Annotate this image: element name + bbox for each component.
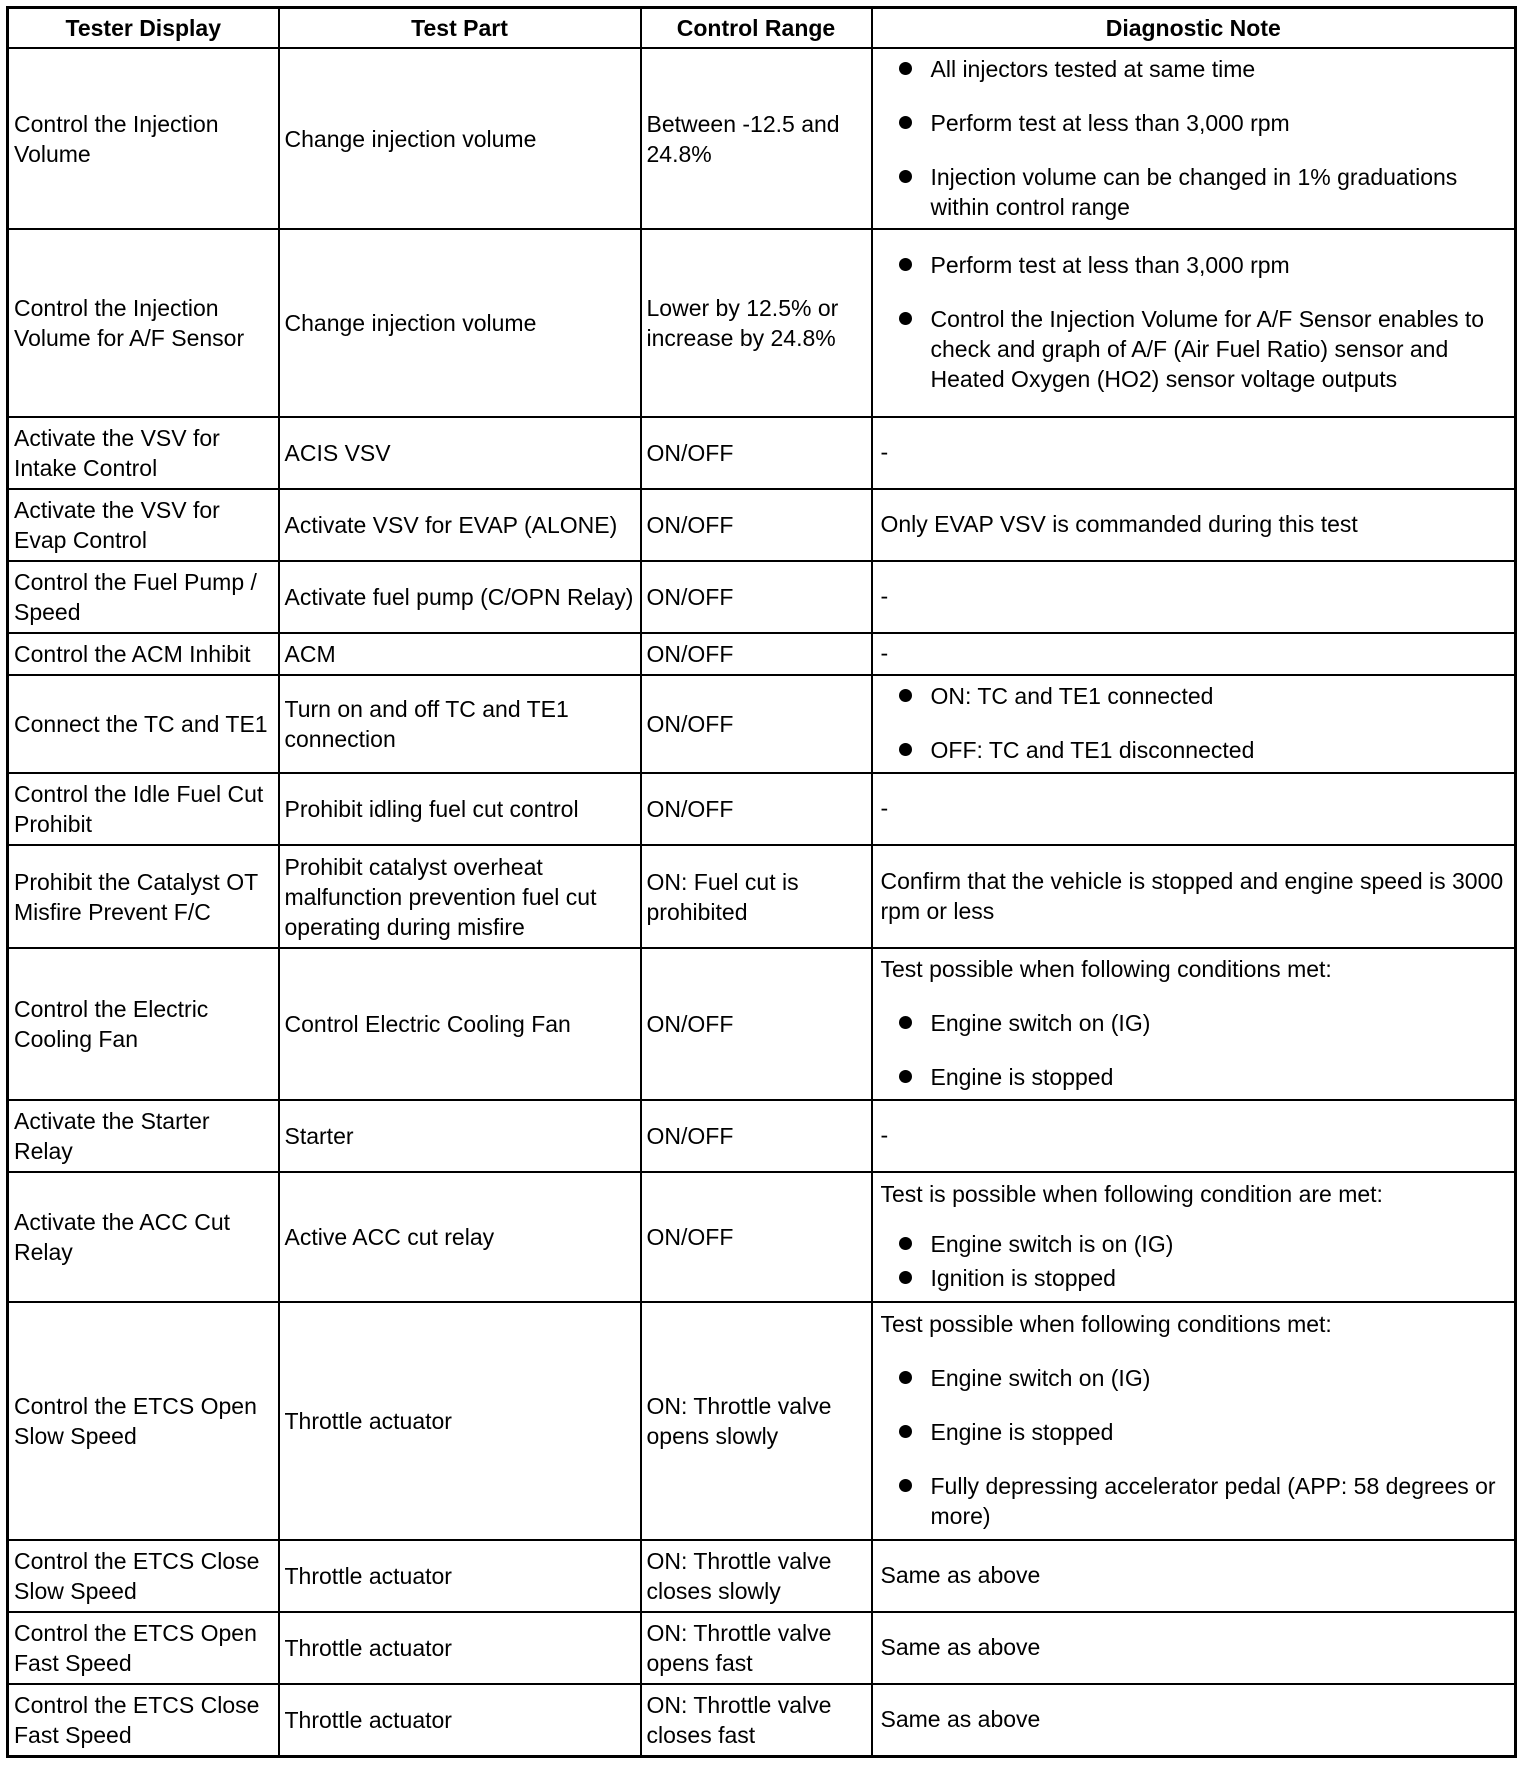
cell-diagnostic-note xyxy=(872,675,1516,773)
table-row xyxy=(8,229,1516,417)
bullet-icon xyxy=(899,1016,912,1029)
cell-test-part: Activate VSV for EVAP (ALONE) xyxy=(279,489,641,561)
header-test-part: Test Part xyxy=(279,8,641,49)
cell-diagnostic-note xyxy=(872,1302,1516,1540)
note-bullet xyxy=(881,54,1507,84)
note-bullet xyxy=(881,304,1507,394)
table-row xyxy=(8,1684,1516,1756)
bullet-icon xyxy=(899,743,912,756)
note-bullet-text: ON: TC and TE1 connected xyxy=(930,683,1214,709)
cell-test-part: Control Electric Cooling Fan xyxy=(279,948,641,1100)
bullet-icon xyxy=(899,689,912,702)
cell-control-range: ON/OFF xyxy=(641,948,872,1100)
table-row xyxy=(8,417,1516,489)
cell-tester-display: Control the Fuel Pump / Speed xyxy=(8,561,279,633)
bullet-icon xyxy=(899,1237,912,1250)
cell-test-part: Turn on and off TC and TE1 connection xyxy=(279,675,641,773)
cell-diagnostic-note: - xyxy=(872,1100,1516,1172)
note-bullet-list xyxy=(881,250,1507,394)
active-test-table xyxy=(6,6,1517,1758)
cell-tester-display: Prohibit the Catalyst OT Misfire Prevent F/C xyxy=(8,845,279,948)
bullet-icon xyxy=(899,1271,912,1284)
cell-control-range: ON/OFF xyxy=(641,1172,872,1302)
cell-test-part: Throttle actuator xyxy=(279,1540,641,1612)
cell-tester-display: Control the Injection Volume xyxy=(8,48,279,229)
note-bullet xyxy=(881,1062,1507,1092)
note-intro: Test possible when following conditions met: xyxy=(880,1311,1332,1337)
note-bullet-list xyxy=(881,1363,1507,1531)
cell-tester-display: Control the ETCS Open Slow Speed xyxy=(8,1302,279,1540)
cell-test-part: Activate fuel pump (C/OPN Relay) xyxy=(279,561,641,633)
cell-control-range: ON/OFF xyxy=(641,773,872,845)
note-bullet-text: Engine switch on (IG) xyxy=(930,1365,1151,1391)
table-row xyxy=(8,1172,1516,1302)
cell-control-range: ON: Throttle valve opens fast xyxy=(641,1612,872,1684)
table-row xyxy=(8,845,1516,948)
cell-control-range: ON/OFF xyxy=(641,417,872,489)
cell-tester-display: Control the Injection Volume for A/F Sensor xyxy=(8,229,279,417)
cell-test-part: Throttle actuator xyxy=(279,1302,641,1540)
cell-control-range: ON: Throttle valve closes slowly xyxy=(641,1540,872,1612)
bullet-icon xyxy=(899,62,912,75)
cell-control-range: ON/OFF xyxy=(641,633,872,675)
note-bullet-list xyxy=(881,54,1507,222)
cell-test-part: Starter xyxy=(279,1100,641,1172)
cell-diagnostic-note xyxy=(872,48,1516,229)
cell-tester-display: Activate the ACC Cut Relay xyxy=(8,1172,279,1302)
cell-test-part: ACIS VSV xyxy=(279,417,641,489)
note-bullet-text: Control the Injection Volume for A/F Sensor enables to check and graph of A/F (Air Fuel Ratio) sensor and Heated Oxygen (HO2) sensor voltage outputs xyxy=(930,306,1485,392)
header-tester-display: Tester Display xyxy=(8,8,279,49)
cell-diagnostic-note xyxy=(872,948,1516,1100)
table-row xyxy=(8,1302,1516,1540)
cell-test-part: ACM xyxy=(279,633,641,675)
bullet-icon xyxy=(899,116,912,129)
cell-diagnostic-note xyxy=(872,229,1516,417)
cell-test-part: Throttle actuator xyxy=(279,1684,641,1756)
note-bullet xyxy=(881,1417,1507,1447)
bullet-icon xyxy=(899,170,912,183)
note-bullet-text: Engine is stopped xyxy=(930,1064,1114,1090)
cell-tester-display: Control the ETCS Close Slow Speed xyxy=(8,1540,279,1612)
note-bullet-text: Perform test at less than 3,000 rpm xyxy=(930,109,1290,136)
cell-diagnostic-note: Same as above xyxy=(872,1540,1516,1612)
table-row xyxy=(8,773,1516,845)
cell-diagnostic-note: Only EVAP VSV is commanded during this test xyxy=(872,489,1516,561)
bullet-icon xyxy=(899,312,912,325)
table-header-row xyxy=(8,8,1516,49)
cell-test-part: Prohibit catalyst overheat malfunction prevention fuel cut operating during misfire xyxy=(279,845,641,948)
table-row xyxy=(8,1612,1516,1684)
cell-control-range: ON/OFF xyxy=(641,489,872,561)
table-row xyxy=(8,675,1516,773)
cell-test-part: Change injection volume xyxy=(279,48,641,229)
cell-diagnostic-note: - xyxy=(872,561,1516,633)
cell-tester-display: Connect the TC and TE1 xyxy=(8,675,279,773)
note-bullet-text: Injection volume can be changed in 1% graduations within control range xyxy=(930,163,1458,220)
note-bullet-text: Engine switch on (IG) xyxy=(930,1010,1151,1036)
cell-diagnostic-note xyxy=(872,1172,1516,1302)
cell-tester-display: Activate the VSV for Intake Control xyxy=(8,417,279,489)
cell-control-range: ON/OFF xyxy=(641,1100,872,1172)
cell-control-range: Between -12.5 and 24.8% xyxy=(641,48,872,229)
note-bullet xyxy=(881,1363,1507,1393)
note-bullet xyxy=(881,681,1507,711)
note-intro: Test is possible when following condition are met: xyxy=(880,1181,1383,1207)
note-bullet-text: Fully depressing accelerator pedal (APP: 58 degrees or more) xyxy=(930,1473,1496,1529)
note-bullet-text: All injectors tested at same time xyxy=(930,55,1256,82)
cell-diagnostic-note: Same as above xyxy=(872,1612,1516,1684)
cell-diagnostic-note: Confirm that the vehicle is stopped and engine speed is 3000 rpm or less xyxy=(872,845,1516,948)
note-bullet xyxy=(881,250,1507,280)
cell-test-part: Prohibit idling fuel cut control xyxy=(279,773,641,845)
note-bullet xyxy=(881,735,1507,765)
note-bullet xyxy=(881,1471,1507,1531)
cell-control-range: ON/OFF xyxy=(641,561,872,633)
note-bullet-text: Engine is stopped xyxy=(930,1419,1114,1445)
cell-tester-display: Activate the VSV for Evap Control xyxy=(8,489,279,561)
bullet-icon xyxy=(899,258,912,271)
note-bullet xyxy=(881,1263,1507,1293)
note-bullet-list xyxy=(881,1008,1507,1092)
table-row xyxy=(8,561,1516,633)
note-intro: Test possible when following conditions met: xyxy=(880,956,1332,982)
cell-diagnostic-note: - xyxy=(872,773,1516,845)
cell-tester-display: Control the ACM Inhibit xyxy=(8,633,279,675)
note-bullet-text: Engine switch is on (IG) xyxy=(930,1231,1174,1257)
cell-test-part: Active ACC cut relay xyxy=(279,1172,641,1302)
cell-control-range: ON: Throttle valve closes fast xyxy=(641,1684,872,1756)
table-row xyxy=(8,1100,1516,1172)
cell-test-part: Change injection volume xyxy=(279,229,641,417)
note-bullet xyxy=(881,162,1507,222)
cell-tester-display: Control the Idle Fuel Cut Prohibit xyxy=(8,773,279,845)
note-bullet-list xyxy=(881,681,1507,765)
cell-tester-display: Control the ETCS Open Fast Speed xyxy=(8,1612,279,1684)
bullet-icon xyxy=(899,1070,912,1083)
note-bullet-list xyxy=(881,1229,1507,1293)
bullet-icon xyxy=(899,1479,912,1492)
cell-diagnostic-note: - xyxy=(872,633,1516,675)
table-row xyxy=(8,489,1516,561)
cell-diagnostic-note: Same as above xyxy=(872,1684,1516,1756)
cell-control-range: ON/OFF xyxy=(641,675,872,773)
table-row xyxy=(8,948,1516,1100)
cell-control-range: ON: Fuel cut is prohibited xyxy=(641,845,872,948)
cell-tester-display: Control the Electric Cooling Fan xyxy=(8,948,279,1100)
cell-control-range: Lower by 12.5% or increase by 24.8% xyxy=(641,229,872,417)
header-diagnostic-note: Diagnostic Note xyxy=(872,8,1516,49)
table-row xyxy=(8,633,1516,675)
cell-control-range: ON: Throttle valve opens slowly xyxy=(641,1302,872,1540)
bullet-icon xyxy=(899,1425,912,1438)
note-bullet-text: Perform test at less than 3,000 rpm xyxy=(930,252,1290,278)
cell-tester-display: Activate the Starter Relay xyxy=(8,1100,279,1172)
cell-diagnostic-note: - xyxy=(872,417,1516,489)
header-control-range: Control Range xyxy=(641,8,872,49)
bullet-icon xyxy=(899,1371,912,1384)
note-bullet-text: OFF: TC and TE1 disconnected xyxy=(930,737,1255,763)
table-row xyxy=(8,1540,1516,1612)
cell-tester-display: Control the ETCS Close Fast Speed xyxy=(8,1684,279,1756)
note-bullet xyxy=(881,1229,1507,1259)
note-bullet-text: Ignition is stopped xyxy=(930,1265,1116,1291)
cell-test-part: Throttle actuator xyxy=(279,1612,641,1684)
table-row xyxy=(8,48,1516,229)
note-bullet xyxy=(881,108,1507,138)
note-bullet xyxy=(881,1008,1507,1038)
